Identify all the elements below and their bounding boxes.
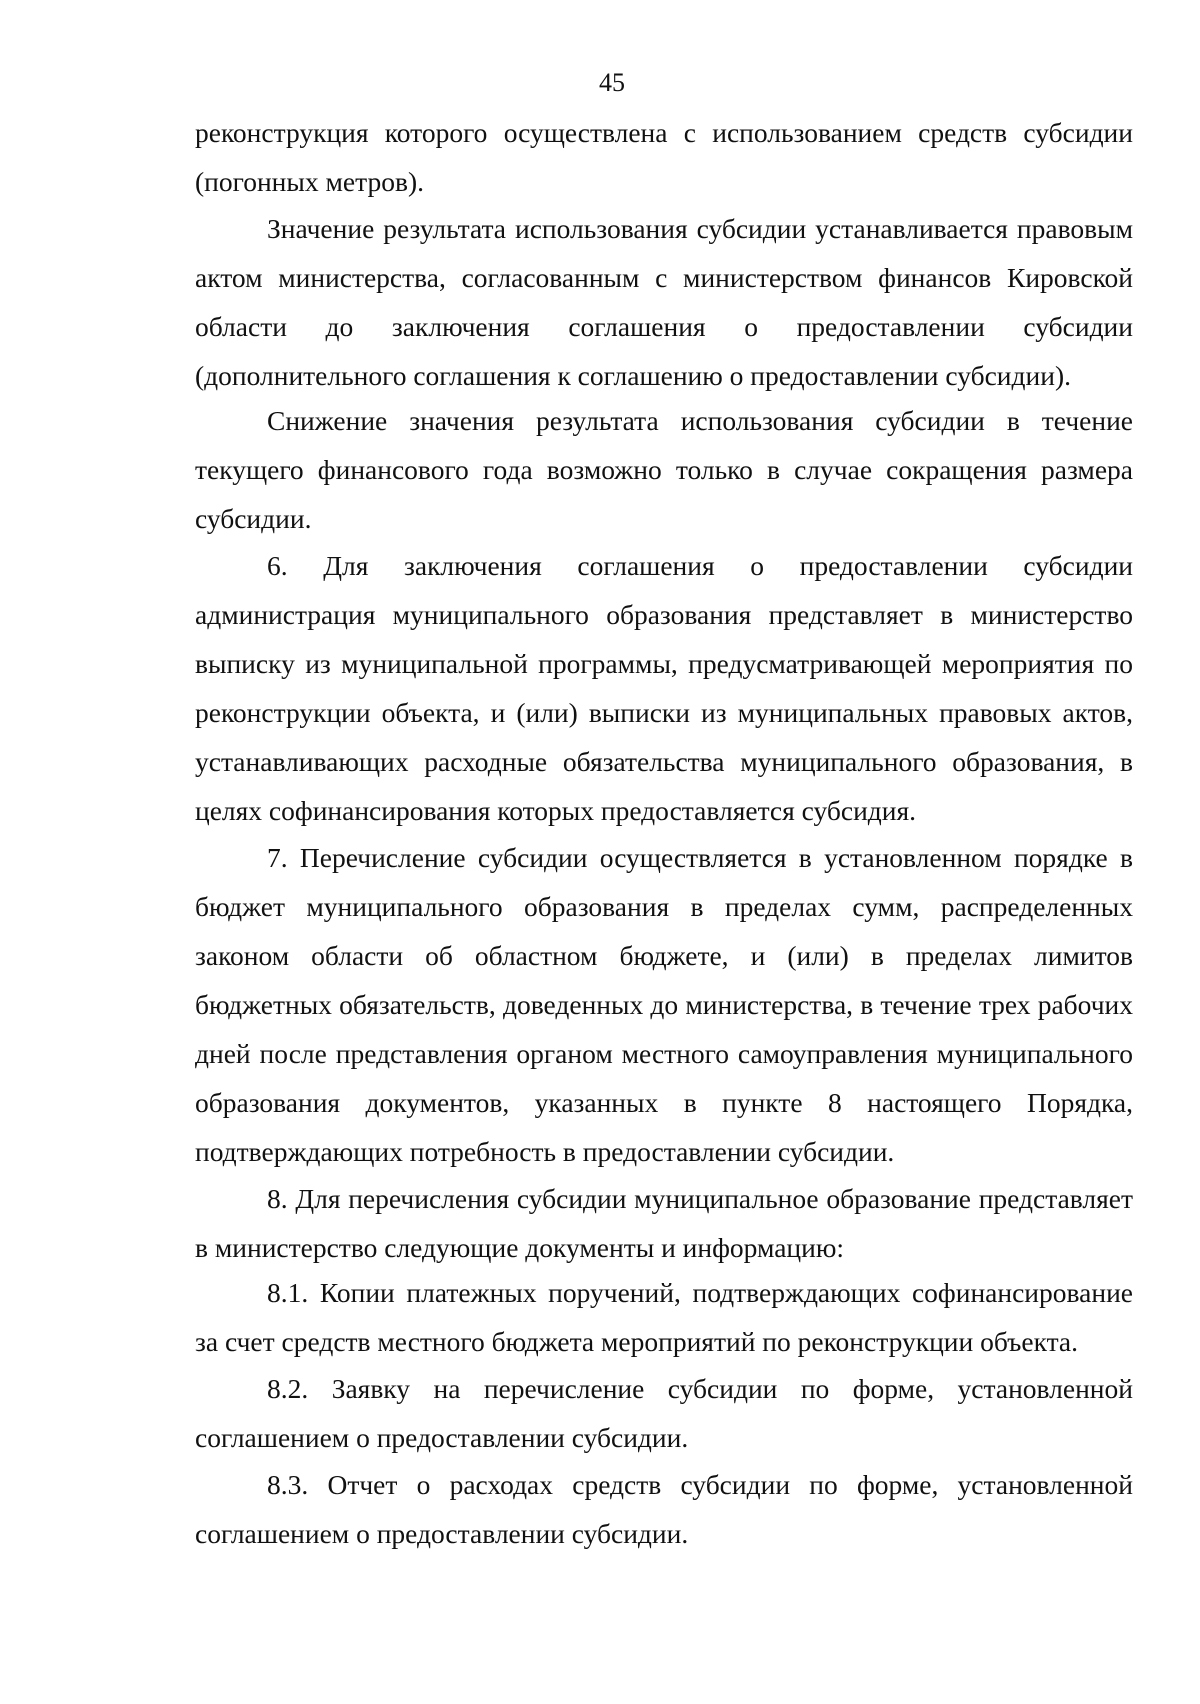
paragraph-continuation: реконструкция которого осуществлена с использованием средств субсидии (погонных метров). — [195, 117, 1133, 197]
page-number: 45 — [599, 68, 625, 97]
paragraph-item-6: 6. Для заключения соглашения о предоставлении субсидии администрация муниципального образования представляет в министерство выписку из муниципальной программы, предусматривающей мероприятия по реконструкции объекта, и (или) выписки из муниципальных правовых актов, устанавливающих расходные обязательства муниципального образования, в целях софинансирования которых предоставляется субсидия. — [195, 550, 1133, 826]
document-body — [195, 108, 1133, 1558]
paragraph-item-8-3: 8.3. Отчет о расходах средств субсидии по форме, установленной соглашением о предоставлении субсидии. — [195, 1469, 1133, 1549]
paragraph-result-reduction: Снижение значения результата использования субсидии в течение текущего финансового года возможно только в случае сокращения размера субсидии. — [195, 405, 1133, 534]
paragraph-result-value: Значение результата использования субсидии устанавливается правовым актом министерства, согласованным с министерством финансов Кировской области до заключения соглашения о предоставлении субсидии (дополнительного соглашения к соглашению о предоставлении субсидии). — [195, 213, 1133, 391]
paragraph-item-8-1: 8.1. Копии платежных поручений, подтверждающих софинансирование за счет средств местного бюджета мероприятий по реконструкции объекта. — [195, 1277, 1133, 1357]
paragraph-item-8-2: 8.2. Заявку на перечисление субсидии по форме, установленной соглашением о предоставлении субсидии. — [195, 1373, 1133, 1453]
paragraph-item-8: 8. Для перечисления субсидии муниципальное образование представляет в министерство следующие документы и информацию: — [195, 1183, 1133, 1263]
paragraph-item-7: 7. Перечисление субсидии осуществляется в установленном порядке в бюджет муниципального образования в пределах сумм, распределенных законом области об областном бюджете, и (или) в пределах лимитов бюджетных обязательств, доведенных до министерства, в течение трех рабочих дней после представления органом местного самоуправления муниципального образования документов, указанных в пункте 8 настоящего Порядка, подтверждающих потребность в предоставлении субсидии. — [195, 842, 1133, 1167]
